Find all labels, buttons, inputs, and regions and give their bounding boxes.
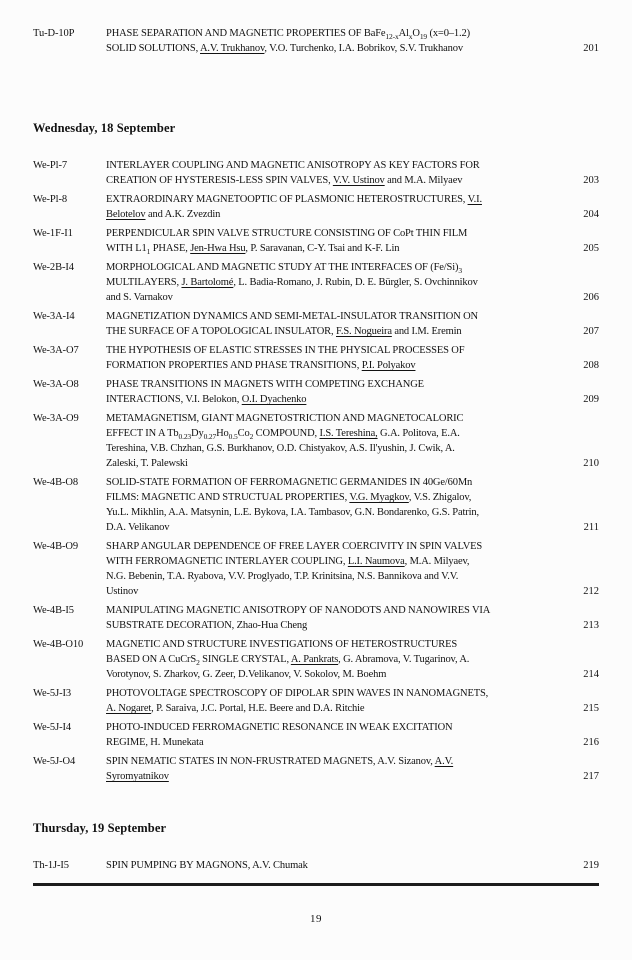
entry-page-number: 212	[583, 586, 599, 597]
entry-page-number: 219	[583, 860, 599, 871]
toc-entry	[33, 637, 599, 682]
entry-code: We-4B-I5	[33, 605, 74, 616]
entry-page-number: 201	[583, 43, 599, 54]
session-section	[33, 788, 599, 877]
session-section	[33, 26, 599, 60]
toc-entry	[33, 158, 599, 188]
entry-page-number: 215	[583, 703, 599, 714]
entry-code: We-Pl-7	[33, 160, 68, 171]
toc-entry	[33, 226, 599, 256]
entry-code: We-5J-I3	[33, 688, 72, 699]
toc-entry	[33, 260, 599, 305]
toc-entry	[33, 754, 599, 784]
entry-code: We-4B-O9	[33, 541, 79, 552]
entry-page-number: 213	[583, 620, 599, 631]
entry-page-number: 208	[583, 360, 599, 371]
session-section	[33, 88, 599, 788]
session-header: Thursday, 19 September	[33, 821, 167, 835]
entry-page-number: 210	[583, 458, 599, 469]
entry-page-number: 206	[583, 292, 599, 303]
entry-code: We-5J-O4	[33, 756, 76, 767]
toc-entry	[33, 309, 599, 339]
entry-text: PHOTO-INDUCED FERROMAGNETIC RESONANCE IN WEAK EXCITATION REGIME, H. Munekata	[106, 722, 453, 748]
entry-page-number: 203	[583, 175, 599, 186]
toc-entry	[33, 603, 599, 633]
entry-code: Th-1J-I5	[33, 860, 69, 871]
entry-page-number: 211	[583, 522, 599, 533]
entry-text: EXTRAORDINARY MAGNETOOPTIC OF PLASMONIC HETEROSTRUCTURES, V.I. Belotelov and A.K. Zvezdin	[106, 194, 482, 220]
entry-text: MAGNETIC AND STRUCTURE INVESTIGATIONS OF HETEROSTRUCTURES BASED ON A CuCrS$_2$ SINGLE CRYSTAL, A. Pankrats, G. Abramova, V. Tugarinov, A. Vorotynov, S. Zharkov, G. Zeer, D.Velikanov, V. Sokolov, M. Boehm	[106, 639, 470, 680]
entry-text: THE HYPOTHESIS OF ELASTIC STRESSES IN THE PHYSICAL PROCESSES OF FORMATION PROPERTIES AND PHASE TRANSITIONS, P.I. Polyakov	[106, 345, 465, 371]
toc	[33, 26, 599, 877]
entry-code: We-2B-I4	[33, 262, 74, 273]
footer-rule	[33, 883, 599, 886]
entry-page-number: 209	[583, 394, 599, 405]
entry-code: We-4B-O8	[33, 477, 79, 488]
entry-text: PERPENDICULAR SPIN VALVE STRUCTURE CONSISTING OF CoPt THIN FILM WITH $L1_1$ PHASE, Jen-Hwa Hsu, P. Saravanan, C-Y. Tsai and K-F. Lin	[106, 228, 468, 257]
session-entries	[33, 26, 599, 56]
session-entries	[33, 158, 599, 784]
entry-text: MANIPULATING MAGNETIC ANISOTROPY OF NANODOTS AND NANOWIRES VIA SUBSTRATE DECORATION, Zhao-Hua Cheng	[106, 605, 491, 631]
entry-page-number: 207	[583, 326, 599, 337]
entry-code: We-Pl-8	[33, 194, 68, 205]
entry-code: Tu-D-10P	[33, 28, 75, 39]
entry-text: PHOTOVOLTAGE SPECTROSCOPY OF DIPOLAR SPIN WAVES IN NANOMAGNETS, A. Nogaret, P. Saraiva, J.C. Portal, H.E. Beere and D.A. Ritchie	[106, 688, 489, 714]
toc-entry	[33, 26, 599, 56]
entry-text: SOLID-STATE FORMATION OF FERROMAGNETIC GERMANIDES IN 40Ge/60Mn FILMS: MAGNETIC AND STRUCTUAL PROPERTIES, V.G. Myagkov, V.S. Zhigalov, Yu.L. Mikhlin, A.A. Matsynin, L.E. Bykova, I.A. Tambasov, G.N. Bondarenko, G.S. Patrin, D.A. Velikanov	[106, 477, 479, 533]
toc-entry	[33, 720, 599, 750]
entry-code: We-4B-O10	[33, 639, 84, 650]
entry-code: We-3A-I4	[33, 311, 75, 322]
page-number: 19	[310, 913, 322, 925]
entry-text: METAMAGNETISM, GIANT MAGNETOSTRICTION AND MAGNETOCALORIC EFFECT IN A $Tb_{0.23}Dy_{0.27}Ho_{0.5}Co_2$ COMPOUND, I.S. Tereshina, G.A. Politova, E.A. Tereshina, V.B. Chzhan, G.S. Burkhanov, O.D. Chistyakov, A.S. Il'yushin, J. Cwik, A. Zaleski, T. Palewski	[106, 413, 464, 469]
entry-page-number: 216	[583, 737, 599, 748]
toc-entry	[33, 475, 599, 535]
entry-text: SPIN NEMATIC STATES IN NON-FRUSTRATED MAGNETS, A.V. Sizanov, A.V. Syromyatnikov	[106, 756, 454, 782]
entry-text: PHASE TRANSITIONS IN MAGNETS WITH COMPETING EXCHANGE INTERACTIONS, V.I. Belokon, O.I. Dyachenko	[106, 379, 424, 405]
toc-entry	[33, 377, 599, 407]
entry-code: We-3A-O7	[33, 345, 79, 356]
entry-code: We-3A-O8	[33, 379, 79, 390]
entry-text: MORPHOLOGICAL AND MAGNETIC STUDY AT THE INTERFACES OF $(Fe/Si)_3$ MULTILAYERS, J. Bartolomé, L. Badia-Romano, J. Rubin, D. E. Bürgler, S. Ovchinnikov and S. Varnakov	[106, 262, 478, 303]
toc-entry	[33, 686, 599, 716]
entry-text: INTERLAYER COUPLING AND MAGNETIC ANISOTROPY AS KEY FACTORS FOR CREATION OF HYSTERESIS-LESS SPIN VALVES, V.V. Ustinov and M.A. Milyaev	[106, 160, 480, 186]
entry-text: PHASE SEPARATION AND MAGNETIC PROPERTIES OF $BaFe_{12-x}Al_xO_{19}$ (x=0–1.2) SOLID SOLUTIONS, A.V. Trukhanov, V.O. Turchenko, I.A. Bobrikov, S.V. Trukhanov	[106, 28, 470, 54]
toc-entry	[33, 411, 599, 471]
toc-entry	[33, 539, 599, 599]
entry-code: We-5J-I4	[33, 722, 72, 733]
entry-page-number: 204	[583, 209, 599, 220]
entry-page-number: 217	[583, 771, 599, 782]
session-entries	[33, 858, 599, 873]
entry-page-number: 214	[583, 669, 599, 680]
toc-entry	[33, 343, 599, 373]
session-header: Wednesday, 18 September	[33, 121, 176, 135]
entry-text: SHARP ANGULAR DEPENDENCE OF FREE LAYER COERCIVITY IN SPIN VALVES WITH FERROMAGNETIC INTERLAYER COUPLING, L.I. Naumova, M.A. Milyaev, N.G. Bebenin, T.A. Ryabova, V.V. Proglyado, T.P. Krinitsina, N.S. Bannikova and V.V. Ustinov	[106, 541, 483, 597]
toc-entry	[33, 192, 599, 222]
entry-code: We-1F-I1	[33, 228, 73, 239]
entry-code: We-3A-O9	[33, 413, 79, 424]
entry-text: MAGNETIZATION DYNAMICS AND SEMI-METAL-INSULATOR TRANSITION ON THE SURFACE OF A TOPOLOGICAL INSULATOR, F.S. Nogueira and I.M. Eremin	[106, 311, 478, 337]
toc-entry	[33, 858, 599, 873]
entry-page-number: 205	[583, 243, 599, 254]
entry-text: SPIN PUMPING BY MAGNONS, A.V. Chumak	[106, 860, 308, 871]
